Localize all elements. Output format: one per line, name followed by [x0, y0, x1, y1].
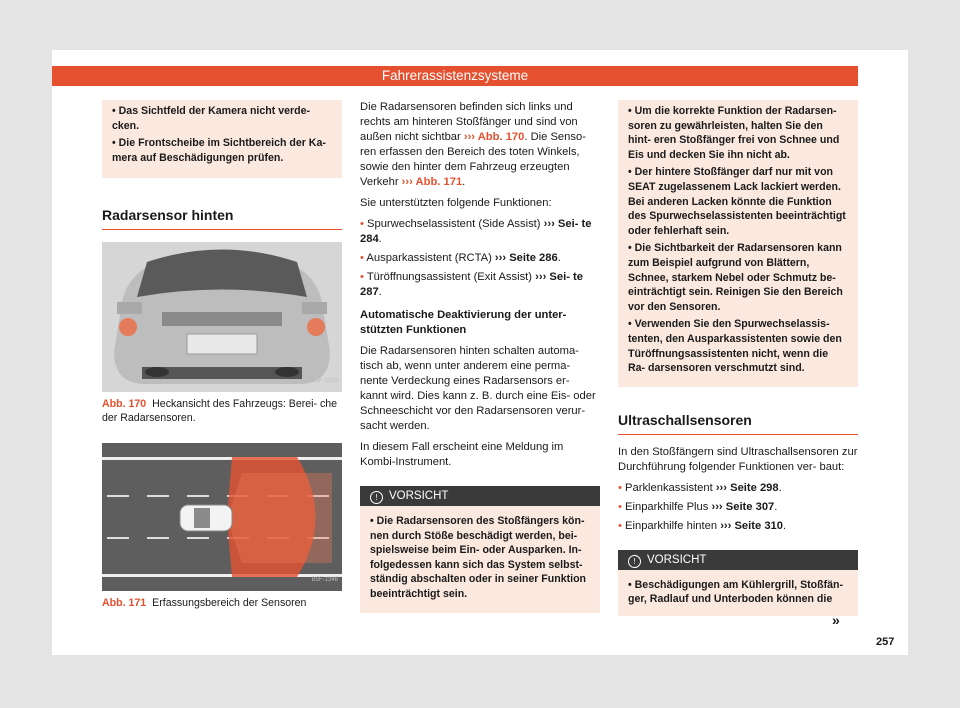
note-item: • Der hintere Stoßfänger darf nur mit von SEAT zugelassenem Lack lackiert werden. Bei anderen Lacken könnte die Funktion des Spurwechselassistenten beeinträchtigt oder fehlerhaft sein.	[628, 165, 848, 238]
figure-caption	[102, 398, 342, 425]
text: Türöffnungsassistent (Exit Assist)	[366, 271, 536, 283]
page-link[interactable]: ››› Seite 310	[720, 519, 783, 532]
note-item: • Um die korrekte Funktion der Radarsen- soren zu gewährleisten, halten Sie den hint- eren Stoßfänger frei von Schnee und Eis und decken Sie ihn nicht ab.	[628, 104, 848, 162]
caution-item: • Beschädigungen am Kühlergrill, Stoßfän- ger, Radlauf und Unterboden können die	[628, 578, 848, 607]
list-item	[618, 481, 858, 496]
warning-icon: !	[628, 555, 641, 568]
column-1	[102, 100, 342, 611]
caution-label: VORSICHT	[647, 553, 707, 566]
page-link[interactable]: ››› Sei- te 284	[360, 218, 592, 245]
text: Einparkhilfe Plus	[625, 500, 712, 513]
image-code: B5F-1252	[311, 378, 338, 385]
caution-label: VORSICHT	[389, 490, 449, 502]
list-item	[360, 251, 600, 266]
paragraph: Die Radarsensoren hinten schalten automa- tisch ab, wenn unter anderem eine perma- nente Verdeckung eines Radarsensors er- kannt wird. Dies kann z. B. durch eine Eis- oder Schneeschicht vor den Radarsensoren verur- sacht werden.	[360, 345, 596, 432]
page-link[interactable]: ››› Seite 298	[715, 481, 779, 494]
section-heading: Ultraschallsensoren	[618, 413, 858, 435]
text: .	[378, 286, 382, 298]
continue-arrow-icon: »	[832, 612, 840, 628]
paragraph: In den Stoßfängern sind Ultraschallsensoren zur Durchführung folgender Funktionen ver- baut:	[618, 445, 858, 473]
figure-text: Heckansicht des Fahrzeugs: Berei- che der Radarsensoren.	[102, 398, 338, 424]
text: Ausparkassistent (RCTA)	[366, 252, 495, 264]
paragraph: In diesem Fall erscheint eine Meldung im Kombi-Instrument.	[360, 441, 564, 468]
page-number: 257	[876, 636, 895, 648]
page-link[interactable]: ››› Sei- te 287	[360, 271, 583, 298]
list-item	[360, 217, 600, 247]
text: Die Radarsensoren befinden sich links und rechts am hinteren Stoßfänger und sind von außen nicht sichtbar	[360, 101, 578, 143]
column-2	[360, 100, 600, 613]
figure-number: Abb. 170	[102, 398, 147, 411]
list-item	[618, 519, 858, 534]
figure-link[interactable]: ››› Abb. 170	[463, 131, 525, 143]
text: Parklenkassistent	[625, 481, 716, 494]
paragraph	[360, 100, 600, 190]
text: .	[783, 519, 787, 532]
text: .	[462, 176, 466, 188]
paragraph: Sie unterstützten folgende Funktionen:	[360, 197, 552, 209]
caution-header	[618, 550, 858, 570]
caution-header	[360, 486, 600, 506]
image-code: B5F-1346	[311, 577, 338, 584]
text: .	[557, 252, 561, 264]
note-item: • Die Sichtbarkeit der Radarsensoren kann zum Beispiel aufgrund von Blättern, Schnee, starkem Nebel oder Schmutz be- einträchtigt sein. Reinigen Sie den Bereich vor den Sensoren.	[628, 241, 848, 314]
caution-box	[360, 506, 600, 613]
list-item	[618, 500, 858, 515]
radar-range-illustration	[102, 443, 342, 591]
column-3	[618, 100, 858, 616]
page-link[interactable]: ››› Seite 286	[494, 252, 558, 264]
figure-link[interactable]: ››› Abb. 171	[401, 176, 463, 188]
text: .	[778, 481, 782, 494]
note-item: • Verwenden Sie den Spurwechselassis- tenten, den Ausparkassistenten sowie den Türöffnungsassistenten nicht, wenn die Ra- darsensoren verschmutzt sind.	[628, 317, 848, 375]
note-item: • Das Sichtfeld der Kamera nicht verde- cken.	[112, 104, 332, 133]
figure-text: Erfassungsbereich der Sensoren	[152, 597, 307, 610]
text: . Die Senso- ren erfassen den Bereich des toten Winkels, sowie den hinter dem Fahrzeug erzeugten Verkehr	[360, 131, 586, 188]
warning-icon: !	[370, 491, 383, 504]
text: .	[774, 500, 778, 513]
caution-box	[618, 570, 858, 616]
text: Spurwechselassistent (Side Assist)	[367, 218, 544, 230]
figure-number: Abb. 171	[102, 597, 147, 610]
radar-range-image	[102, 443, 342, 591]
car-rear-image	[102, 242, 342, 392]
note-item: • Die Frontscheibe im Sichtbereich der Ka- mera auf Beschädigungen prüfen.	[112, 136, 332, 165]
page-link[interactable]: ››› Seite 307	[711, 500, 775, 513]
subheading: Automatische Deaktivierung der unter- stützten Funktionen	[360, 309, 567, 336]
car-rear-illustration	[102, 242, 342, 392]
note-box	[102, 100, 342, 178]
list-item	[360, 270, 600, 300]
note-box	[618, 100, 858, 387]
caution-item: • Die Radarsensoren des Stoßfängers kön- nen durch Stöße beschädigt werden, bei- spielsweise beim Ein- oder Ausparken. In- folgedessen kann sich das System selbst- ständig abschalten oder in seiner Funktion beeinträchtigt sein.	[370, 514, 590, 602]
figure-caption	[102, 597, 342, 611]
section-heading: Radarsensor hinten	[102, 208, 342, 230]
text: Einparkhilfe hinten	[625, 519, 721, 532]
text: .	[378, 233, 382, 245]
section-header: Fahrerassistenzsysteme	[52, 66, 858, 86]
